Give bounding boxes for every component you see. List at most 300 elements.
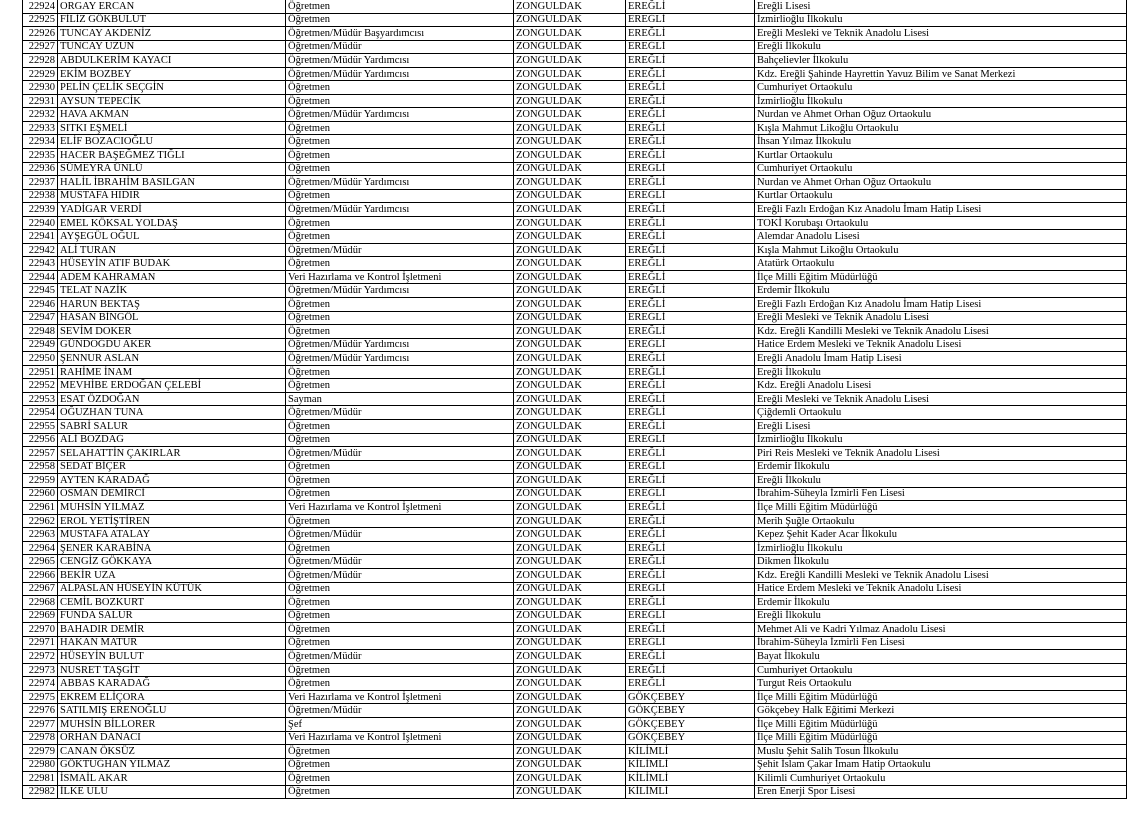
table-row: [23, 392, 1127, 406]
table-row: [23, 311, 1127, 325]
name-cell: BEKİR UZA: [58, 568, 286, 582]
province-cell: ZONGULDAK: [514, 162, 626, 176]
name-cell: İSMAİL AKAR: [58, 772, 286, 786]
district-cell: EREĞLİ: [626, 176, 755, 190]
name-cell: HÜSEYİN BULUT: [58, 650, 286, 664]
school-cell: Ereğli Fazlı Erdoğan Kız Anadolu İmam Hatip Lisesi: [755, 298, 1127, 312]
province-cell: ZONGULDAK: [514, 487, 626, 501]
province-cell: ZONGULDAK: [514, 189, 626, 203]
province-cell: ZONGULDAK: [514, 257, 626, 271]
province-cell: ZONGULDAK: [514, 447, 626, 461]
name-cell: ORGAY ERCAN: [58, 0, 286, 13]
table-row: [23, 568, 1127, 582]
name-cell: SÜMEYRA ÜNLÜ: [58, 162, 286, 176]
title-cell: Öğretmen: [286, 0, 514, 13]
title-cell: Öğretmen: [286, 541, 514, 555]
table-row: [23, 189, 1127, 203]
district-cell: EREĞLİ: [626, 352, 755, 366]
title-cell: Öğretmen/Müdür: [286, 243, 514, 257]
district-cell: EREĞLİ: [626, 392, 755, 406]
district-cell: EREĞLİ: [626, 81, 755, 95]
province-cell: ZONGULDAK: [514, 582, 626, 596]
name-cell: TUNCAY AKDENİZ: [58, 27, 286, 41]
district-cell: EREĞLİ: [626, 528, 755, 542]
district-cell: EREĞLİ: [626, 501, 755, 515]
title-cell: Öğretmen: [286, 514, 514, 528]
district-cell: EREĞLİ: [626, 541, 755, 555]
title-cell: Veri Hazırlama ve Kontrol İşletmeni: [286, 501, 514, 515]
province-cell: ZONGULDAK: [514, 311, 626, 325]
school-cell: Ereğli İlkokulu: [755, 609, 1127, 623]
name-cell: MUHSİN YILMAZ: [58, 501, 286, 515]
district-cell: EREĞLİ: [626, 230, 755, 244]
school-cell: Ereğli Fazlı Erdoğan Kız Anadolu İmam Hatip Lisesi: [755, 203, 1127, 217]
name-cell: HACER BAŞEĞMEZ TIĞLI: [58, 149, 286, 163]
table-row: [23, 338, 1127, 352]
table-row: [23, 636, 1127, 650]
table-row: [23, 406, 1127, 420]
school-cell: Kurtlar Ortaokulu: [755, 149, 1127, 163]
district-cell: EREĞLİ: [626, 108, 755, 122]
province-cell: ZONGULDAK: [514, 176, 626, 190]
school-cell: Atatürk Ortaokulu: [755, 257, 1127, 271]
table-row: [23, 284, 1127, 298]
name-cell: HÜSEYİN ATIF BUDAK: [58, 257, 286, 271]
province-cell: ZONGULDAK: [514, 81, 626, 95]
school-cell: Hatice Erdem Mesleki ve Teknik Anadolu Lisesi: [755, 338, 1127, 352]
table-row: [23, 772, 1127, 786]
province-cell: ZONGULDAK: [514, 663, 626, 677]
title-cell: Öğretmen: [286, 13, 514, 27]
name-cell: PELİN ÇELİK SEÇGİN: [58, 81, 286, 95]
province-cell: ZONGULDAK: [514, 514, 626, 528]
row-number-cell: 22932: [23, 108, 58, 122]
name-cell: HARUN BEKTAŞ: [58, 298, 286, 312]
school-cell: İlçe Milli Eğitim Müdürlüğü: [755, 731, 1127, 745]
district-cell: EREĞLİ: [626, 67, 755, 81]
row-number-cell: 22980: [23, 758, 58, 772]
title-cell: Öğretmen/Müdür: [286, 528, 514, 542]
row-number-cell: 22933: [23, 121, 58, 135]
title-cell: Öğretmen/Müdür: [286, 447, 514, 461]
school-cell: Kdz. Ereğli Kandilli Mesleki ve Teknik Anadolu Lisesi: [755, 568, 1127, 582]
title-cell: Öğretmen: [286, 189, 514, 203]
province-cell: ZONGULDAK: [514, 650, 626, 664]
district-cell: EREĞLİ: [626, 568, 755, 582]
row-number-cell: 22954: [23, 406, 58, 420]
district-cell: KİLİMLİ: [626, 785, 755, 799]
table-row: [23, 419, 1127, 433]
province-cell: ZONGULDAK: [514, 230, 626, 244]
province-cell: ZONGULDAK: [514, 27, 626, 41]
school-cell: Bayat İlkokulu: [755, 650, 1127, 664]
province-cell: ZONGULDAK: [514, 365, 626, 379]
row-number-cell: 22975: [23, 690, 58, 704]
district-cell: EREĞLİ: [626, 555, 755, 569]
district-cell: EREĞLİ: [626, 325, 755, 339]
school-cell: Gökçebey Halk Eğitimi Merkezi: [755, 704, 1127, 718]
title-cell: Öğretmen/Müdür Yardımcısı: [286, 284, 514, 298]
school-cell: Nurdan ve Ahmet Orhan Oğuz Ortaokulu: [755, 176, 1127, 190]
name-cell: HAKAN MATUR: [58, 636, 286, 650]
table-row: [23, 514, 1127, 528]
name-cell: AYŞEGÜL OĞUL: [58, 230, 286, 244]
name-cell: CENGİZ GÖKKAYA: [58, 555, 286, 569]
row-number-cell: 22978: [23, 731, 58, 745]
district-cell: EREĞLİ: [626, 379, 755, 393]
school-cell: Erdemir İlkokulu: [755, 284, 1127, 298]
district-cell: GÖKÇEBEY: [626, 690, 755, 704]
table-row: [23, 677, 1127, 691]
school-cell: Kışla Mahmut Likoğlu Ortaokulu: [755, 243, 1127, 257]
table-row: [23, 501, 1127, 515]
school-cell: Piri Reis Mesleki ve Teknik Anadolu Lisesi: [755, 447, 1127, 461]
school-cell: Alemdar Anadolu Lisesi: [755, 230, 1127, 244]
district-cell: EREĞLİ: [626, 243, 755, 257]
district-cell: KİLİMLİ: [626, 745, 755, 759]
school-cell: Erdemir İlkokulu: [755, 596, 1127, 610]
row-number-cell: 22965: [23, 555, 58, 569]
district-cell: GÖKÇEBEY: [626, 717, 755, 731]
province-cell: ZONGULDAK: [514, 555, 626, 569]
name-cell: ABDULKERİM KAYACI: [58, 54, 286, 68]
name-cell: EMEL KÖKSAL YOLDAŞ: [58, 216, 286, 230]
name-cell: CEMİL BOZKURT: [58, 596, 286, 610]
province-cell: ZONGULDAK: [514, 433, 626, 447]
name-cell: ABBAS KARADAĞ: [58, 677, 286, 691]
title-cell: Öğretmen: [286, 785, 514, 799]
name-cell: FUNDA SALUR: [58, 609, 286, 623]
row-number-cell: 22962: [23, 514, 58, 528]
name-cell: ORHAN DANACI: [58, 731, 286, 745]
title-cell: Öğretmen: [286, 663, 514, 677]
row-number-cell: 22956: [23, 433, 58, 447]
title-cell: Şef: [286, 717, 514, 731]
name-cell: TUNCAY UZUN: [58, 40, 286, 54]
province-cell: ZONGULDAK: [514, 690, 626, 704]
district-cell: EREĞLİ: [626, 487, 755, 501]
row-number-cell: 22927: [23, 40, 58, 54]
school-cell: İzmirlioğlu İlkokulu: [755, 13, 1127, 27]
province-cell: ZONGULDAK: [514, 501, 626, 515]
province-cell: ZONGULDAK: [514, 541, 626, 555]
table-row: [23, 623, 1127, 637]
province-cell: ZONGULDAK: [514, 0, 626, 13]
name-cell: SITKI EŞMELİ: [58, 121, 286, 135]
row-number-cell: 22946: [23, 298, 58, 312]
district-cell: EREĞLİ: [626, 406, 755, 420]
district-cell: EREĞLİ: [626, 216, 755, 230]
district-cell: EREĞLİ: [626, 203, 755, 217]
province-cell: ZONGULDAK: [514, 338, 626, 352]
province-cell: ZONGULDAK: [514, 623, 626, 637]
name-cell: ŞENNUR ASLAN: [58, 352, 286, 366]
school-cell: Kdz. Ereğli Kandilli Mesleki ve Teknik Anadolu Lisesi: [755, 325, 1127, 339]
name-cell: NUSRET TAŞGİT: [58, 663, 286, 677]
title-cell: Öğretmen: [286, 677, 514, 691]
row-number-cell: 22968: [23, 596, 58, 610]
district-cell: KİLİMLİ: [626, 758, 755, 772]
district-cell: EREĞLİ: [626, 54, 755, 68]
table-row: [23, 704, 1127, 718]
row-number-cell: 22964: [23, 541, 58, 555]
table-row: [23, 433, 1127, 447]
province-cell: ZONGULDAK: [514, 298, 626, 312]
name-cell: MUSTAFA ATALAY: [58, 528, 286, 542]
province-cell: ZONGULDAK: [514, 758, 626, 772]
row-number-cell: 22924: [23, 0, 58, 13]
school-cell: İzmirlioğlu İlkokulu: [755, 541, 1127, 555]
name-cell: BAHADIR DEMİR: [58, 623, 286, 637]
title-cell: Öğretmen: [286, 745, 514, 759]
table-row: [23, 474, 1127, 488]
district-cell: EREĞLİ: [626, 514, 755, 528]
district-cell: EREĞLİ: [626, 162, 755, 176]
row-number-cell: 22944: [23, 270, 58, 284]
name-cell: ELİF BOZACIOĞLU: [58, 135, 286, 149]
district-cell: EREĞLİ: [626, 419, 755, 433]
title-cell: Sayman: [286, 392, 514, 406]
title-cell: Öğretmen/Müdür: [286, 650, 514, 664]
school-cell: Hatice Erdem Mesleki ve Teknik Anadolu Lisesi: [755, 582, 1127, 596]
title-cell: Öğretmen: [286, 94, 514, 108]
school-cell: Ereğli İlkokulu: [755, 474, 1127, 488]
table-row: [23, 270, 1127, 284]
name-cell: MEVHİBE ERDOĞAN ÇELEBİ: [58, 379, 286, 393]
row-number-cell: 22949: [23, 338, 58, 352]
title-cell: Öğretmen: [286, 325, 514, 339]
school-cell: Turgut Reis Ortaokulu: [755, 677, 1127, 691]
row-number-cell: 22952: [23, 379, 58, 393]
school-cell: Kdz. Ereğli Anadolu Lisesi: [755, 379, 1127, 393]
row-number-cell: 22974: [23, 677, 58, 691]
name-cell: GÖKTUĞHAN YILMAZ: [58, 758, 286, 772]
school-cell: İzmirlioğlu İlkokulu: [755, 433, 1127, 447]
row-number-cell: 22953: [23, 392, 58, 406]
district-cell: EREĞLİ: [626, 270, 755, 284]
row-number-cell: 22970: [23, 623, 58, 637]
province-cell: ZONGULDAK: [514, 13, 626, 27]
row-number-cell: 22929: [23, 67, 58, 81]
row-number-cell: 22937: [23, 176, 58, 190]
school-cell: Dikmen İlkokulu: [755, 555, 1127, 569]
row-number-cell: 22957: [23, 447, 58, 461]
table-row: [23, 203, 1127, 217]
province-cell: ZONGULDAK: [514, 596, 626, 610]
province-cell: ZONGULDAK: [514, 135, 626, 149]
row-number-cell: 22948: [23, 325, 58, 339]
school-cell: Kilimli Cumhuriyet Ortaokulu: [755, 772, 1127, 786]
school-cell: İlçe Milli Eğitim Müdürlüğü: [755, 717, 1127, 731]
table-row: [23, 745, 1127, 759]
school-cell: Cumhuriyet Ortaokulu: [755, 663, 1127, 677]
table-row: [23, 541, 1127, 555]
name-cell: ŞENER KARABİNA: [58, 541, 286, 555]
row-number-cell: 22928: [23, 54, 58, 68]
school-cell: Kışla Mahmut Likoğlu Ortaokulu: [755, 121, 1127, 135]
school-cell: Ereğli Mesleki ve Teknik Anadolu Lisesi: [755, 27, 1127, 41]
row-number-cell: 22977: [23, 717, 58, 731]
table-row: [23, 13, 1127, 27]
province-cell: ZONGULDAK: [514, 528, 626, 542]
school-cell: İzmirlioğlu İlkokulu: [755, 94, 1127, 108]
school-cell: Nurdan ve Ahmet Orhan Oğuz Ortaokulu: [755, 108, 1127, 122]
table-row: [23, 94, 1127, 108]
title-cell: Öğretmen: [286, 149, 514, 163]
district-cell: EREĞLİ: [626, 94, 755, 108]
name-cell: ALPASLAN HÜSEYİN KÜTÜK: [58, 582, 286, 596]
row-number-cell: 22931: [23, 94, 58, 108]
name-cell: AYSUN TEPECİK: [58, 94, 286, 108]
district-cell: EREĞLİ: [626, 311, 755, 325]
name-cell: İLKE ULU: [58, 785, 286, 799]
province-cell: ZONGULDAK: [514, 636, 626, 650]
row-number-cell: 22972: [23, 650, 58, 664]
district-cell: EREĞLİ: [626, 298, 755, 312]
name-cell: ALİ BOZDAĞ: [58, 433, 286, 447]
table-row: [23, 731, 1127, 745]
row-number-cell: 22961: [23, 501, 58, 515]
school-cell: İlçe Milli Eğitim Müdürlüğü: [755, 501, 1127, 515]
school-cell: Ereğli Lisesi: [755, 419, 1127, 433]
school-cell: Kepez Şehit Kader Acar İlkokulu: [755, 528, 1127, 542]
name-cell: SATILMIŞ ERENOĞLU: [58, 704, 286, 718]
name-cell: CANAN ÖKSÜZ: [58, 745, 286, 759]
school-cell: İbrahim-Süheyla İzmirli Fen Lisesi: [755, 487, 1127, 501]
province-cell: ZONGULDAK: [514, 108, 626, 122]
row-number-cell: 22934: [23, 135, 58, 149]
province-cell: ZONGULDAK: [514, 284, 626, 298]
title-cell: Öğretmen: [286, 365, 514, 379]
title-cell: Öğretmen: [286, 433, 514, 447]
school-cell: Cumhuriyet Ortaokulu: [755, 162, 1127, 176]
row-number-cell: 22936: [23, 162, 58, 176]
title-cell: Öğretmen/Müdür: [286, 40, 514, 54]
table-row: [23, 487, 1127, 501]
name-cell: AYTEN KARADAĞ: [58, 474, 286, 488]
table-row: [23, 785, 1127, 799]
name-cell: OSMAN DEMİRCİ: [58, 487, 286, 501]
district-cell: EREĞLİ: [626, 27, 755, 41]
province-cell: ZONGULDAK: [514, 419, 626, 433]
name-cell: HALİL İBRAHİM BASILGAN: [58, 176, 286, 190]
school-cell: Ereğli Lisesi: [755, 0, 1127, 13]
title-cell: Öğretmen/Müdür Yardımcısı: [286, 67, 514, 81]
province-cell: ZONGULDAK: [514, 270, 626, 284]
province-cell: ZONGULDAK: [514, 731, 626, 745]
district-cell: EREĞLİ: [626, 433, 755, 447]
row-number-cell: 22969: [23, 609, 58, 623]
table-row: [23, 162, 1127, 176]
province-cell: ZONGULDAK: [514, 704, 626, 718]
province-cell: ZONGULDAK: [514, 54, 626, 68]
title-cell: Öğretmen/Müdür Yardımcısı: [286, 203, 514, 217]
table-row: [23, 528, 1127, 542]
school-cell: Ereğli Mesleki ve Teknik Anadolu Lisesi: [755, 311, 1127, 325]
table-row: [23, 67, 1127, 81]
province-cell: ZONGULDAK: [514, 149, 626, 163]
table-body: [23, 0, 1127, 799]
name-cell: ALİ TURAN: [58, 243, 286, 257]
name-cell: RAHİME İNAM: [58, 365, 286, 379]
table-row: [23, 582, 1127, 596]
district-cell: EREĞLİ: [626, 623, 755, 637]
table-row: [23, 121, 1127, 135]
table-row: [23, 230, 1127, 244]
table-row: [23, 54, 1127, 68]
row-number-cell: 22938: [23, 189, 58, 203]
table-row: [23, 596, 1127, 610]
name-cell: ESAT ÖZDOĞAN: [58, 392, 286, 406]
district-cell: EREĞLİ: [626, 609, 755, 623]
table-row: [23, 135, 1127, 149]
province-cell: ZONGULDAK: [514, 203, 626, 217]
province-cell: ZONGULDAK: [514, 121, 626, 135]
name-cell: EROL YETİŞTİREN: [58, 514, 286, 528]
district-cell: EREĞLİ: [626, 474, 755, 488]
title-cell: Öğretmen/Müdür: [286, 406, 514, 420]
name-cell: SELAHATTİN ÇAKIRLAR: [58, 447, 286, 461]
title-cell: Öğretmen: [286, 216, 514, 230]
name-cell: SEDAT BİÇER: [58, 460, 286, 474]
school-cell: Ereğli İlkokulu: [755, 365, 1127, 379]
title-cell: Öğretmen/Müdür Yardımcısı: [286, 108, 514, 122]
district-cell: GÖKÇEBEY: [626, 704, 755, 718]
table-row: [23, 0, 1127, 13]
name-cell: TELAT NAZİK: [58, 284, 286, 298]
table-row: [23, 325, 1127, 339]
province-cell: ZONGULDAK: [514, 243, 626, 257]
province-cell: ZONGULDAK: [514, 772, 626, 786]
title-cell: Öğretmen: [286, 460, 514, 474]
province-cell: ZONGULDAK: [514, 216, 626, 230]
title-cell: Öğretmen: [286, 379, 514, 393]
row-number-cell: 22941: [23, 230, 58, 244]
district-cell: KİLİMLİ: [626, 772, 755, 786]
row-number-cell: 22973: [23, 663, 58, 677]
district-cell: EREĞLİ: [626, 677, 755, 691]
name-cell: MUHSİN BİLLORER: [58, 717, 286, 731]
title-cell: Öğretmen: [286, 230, 514, 244]
table-row: [23, 176, 1127, 190]
table-row: [23, 298, 1127, 312]
school-cell: Mehmet Ali ve Kadri Yılmaz Anadolu Lisesi: [755, 623, 1127, 637]
district-cell: EREĞLİ: [626, 13, 755, 27]
title-cell: Öğretmen: [286, 419, 514, 433]
name-cell: SEVİM DOKER: [58, 325, 286, 339]
row-number-cell: 22976: [23, 704, 58, 718]
district-cell: EREĞLİ: [626, 596, 755, 610]
title-cell: Veri Hazırlama ve Kontrol İşletmeni: [286, 690, 514, 704]
school-cell: Ereğli Anadolu İmam Hatip Lisesi: [755, 352, 1127, 366]
school-cell: Bahçelievler İlkokulu: [755, 54, 1127, 68]
school-cell: Çiğdemli Ortaokulu: [755, 406, 1127, 420]
title-cell: Öğretmen/Müdür Yardımcısı: [286, 54, 514, 68]
name-cell: HAVA AKMAN: [58, 108, 286, 122]
province-cell: ZONGULDAK: [514, 392, 626, 406]
row-number-cell: 22943: [23, 257, 58, 271]
title-cell: Öğretmen/Müdür: [286, 555, 514, 569]
row-number-cell: 22955: [23, 419, 58, 433]
title-cell: Öğretmen/Müdür Yardımcısı: [286, 338, 514, 352]
title-cell: Öğretmen: [286, 121, 514, 135]
row-number-cell: 22939: [23, 203, 58, 217]
province-cell: ZONGULDAK: [514, 40, 626, 54]
district-cell: EREĞLİ: [626, 447, 755, 461]
school-cell: Kurtlar Ortaokulu: [755, 189, 1127, 203]
province-cell: ZONGULDAK: [514, 677, 626, 691]
row-number-cell: 22930: [23, 81, 58, 95]
